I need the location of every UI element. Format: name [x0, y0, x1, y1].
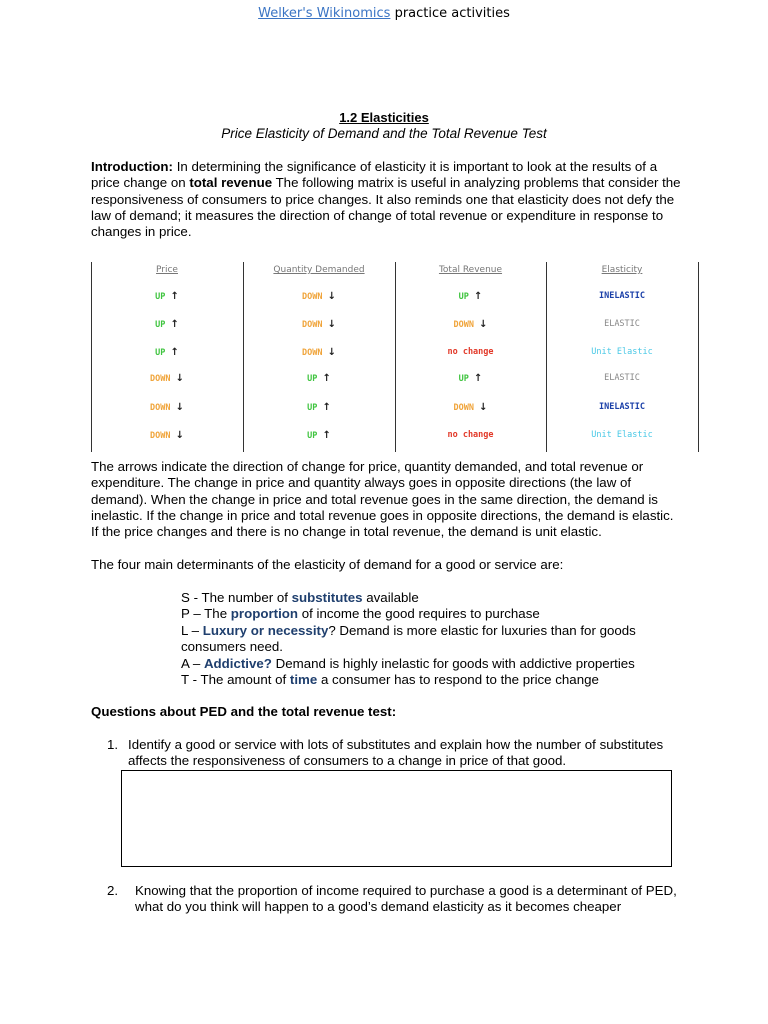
matrix-cell: Unit Elastic — [591, 347, 653, 357]
determinant-item: L – Luxury or necessity? Demand is more elastic for luxuries than for goods consumers need. — [181, 622, 636, 655]
determinants-intro: The four main determinants of the elasticity of demand for a good or service are: — [91, 557, 564, 572]
arrow-down-icon: ↓ — [175, 373, 184, 384]
arrow-up-icon: ↑ — [322, 402, 331, 413]
arrow-up-icon: ↑ — [473, 291, 483, 302]
matrix-cell: DOWN ↓ — [453, 319, 488, 330]
matrix-cell: UP ↑ — [155, 291, 179, 302]
arrow-down-icon: ↓ — [327, 347, 336, 358]
matrix-cell: UP ↑ — [155, 347, 179, 358]
section-title: 1.2 Elasticities — [339, 110, 429, 125]
matrix-cell: UP ↑ — [155, 319, 179, 330]
matrix-cell: UP ↑ — [458, 291, 483, 302]
matrix-cell: DOWN ↓ — [302, 291, 336, 302]
section-subtitle: Price Elasticity of Demand and the Total Revenue Test — [221, 126, 547, 141]
matrix-cell: DOWN ↓ — [453, 402, 488, 413]
matrix-cell: DOWN ↓ — [150, 402, 184, 413]
matrix-header-elasticity: Elasticity — [601, 265, 643, 275]
determinant-item: P – The proportion of income the good requires to purchase — [181, 606, 540, 622]
questions-heading: Questions about PED and the total revenue test: — [91, 704, 397, 719]
question-number: 2. — [107, 883, 119, 898]
arrow-down-icon: ↓ — [327, 319, 336, 330]
matrix-cell: ELASTIC — [604, 373, 640, 383]
arrow-down-icon: ↓ — [479, 402, 488, 413]
matrix-cell: DOWN ↓ — [150, 430, 184, 441]
matrix-cell: UP ↑ — [307, 402, 331, 413]
matrix-cell: INELASTIC — [598, 402, 646, 412]
matrix-header-price: Price — [156, 265, 178, 275]
question-text: Knowing that the proportion of income required to purchase a good is a determinant of PED, what do you think will happen to a good’s demand elasticity as it becomes cheaper — [135, 883, 677, 915]
intro-text-1: In determining the significance of elasticity it is important to look at the results of a price change on — [91, 159, 658, 191]
matrix-cell: no change — [447, 430, 494, 440]
determinants-list — [181, 590, 681, 688]
matrix-cell: UP ↑ — [307, 373, 331, 384]
arrow-down-icon: ↓ — [175, 430, 184, 441]
determinant-item: S - The number of substitutes available — [181, 590, 419, 605]
intro-label: Introduction: — [91, 159, 173, 174]
arrow-up-icon: ↑ — [170, 291, 179, 302]
determinant-item: A – Addictive? Demand is highly inelastic for goods with addictive properties — [181, 655, 635, 671]
arrows-explanation: The arrows indicate the direction of change for price, quantity demanded, and total revenue or expenditure. The change in price and quantity always goes in opposite directions (the law of demand). When the change in price and total revenue goes in the same direction, the demand is inelastic. If the change in price and total revenue goes in opposite directions, the demand is elastic. If the price changes and there is no change in total revenue, the demand is unit elastic. — [91, 459, 674, 540]
arrow-up-icon: ↑ — [170, 347, 179, 358]
intro-text-2: The following matrix is useful in analyzing problems that consider the responsiveness of consumers to price changes. It also reminds one that elasticity does not defy the law of demand; it measures the direction of change of total revenue or expenditure in response to changes in price. — [91, 175, 681, 240]
question-number: 1. — [107, 737, 119, 752]
matrix-header-quantity: Quantity Demanded — [273, 265, 365, 275]
matrix-cell: INELASTIC — [598, 291, 646, 301]
matrix-cell: no change — [447, 347, 494, 357]
arrow-down-icon: ↓ — [479, 319, 488, 330]
introduction-paragraph — [91, 159, 681, 240]
elasticity-matrix — [91, 262, 699, 452]
matrix-divider — [698, 262, 699, 452]
answer-box-1[interactable] — [121, 770, 672, 867]
arrow-down-icon: ↓ — [327, 291, 336, 302]
matrix-cell: Unit Elastic — [591, 430, 653, 440]
arrow-up-icon: ↑ — [170, 319, 179, 330]
matrix-cell: UP ↑ — [458, 373, 483, 384]
matrix-cell: ELASTIC — [604, 319, 640, 329]
matrix-cell: UP ↑ — [307, 430, 331, 441]
question-text: Identify a good or service with lots of substitutes and explain how the number of substitutes affects the responsiveness of consumers to a change in price of that good. — [128, 737, 664, 769]
matrix-cell: DOWN ↓ — [302, 347, 336, 358]
matrix-header-revenue: Total Revenue — [438, 265, 503, 275]
page-header — [0, 6, 768, 21]
intro-bold: total revenue — [189, 175, 273, 191]
wikinomics-link[interactable]: Welker's Wikinomics — [258, 6, 391, 21]
arrow-up-icon: ↑ — [322, 373, 331, 384]
arrow-down-icon: ↓ — [175, 402, 184, 413]
determinant-item: T - The amount of time a consumer has to respond to the price change — [181, 672, 599, 688]
arrow-up-icon: ↑ — [322, 430, 331, 441]
matrix-cell: DOWN ↓ — [150, 373, 184, 384]
arrow-up-icon: ↑ — [473, 373, 483, 384]
header-text: practice activities — [394, 6, 510, 21]
matrix-cell: DOWN ↓ — [302, 319, 336, 330]
